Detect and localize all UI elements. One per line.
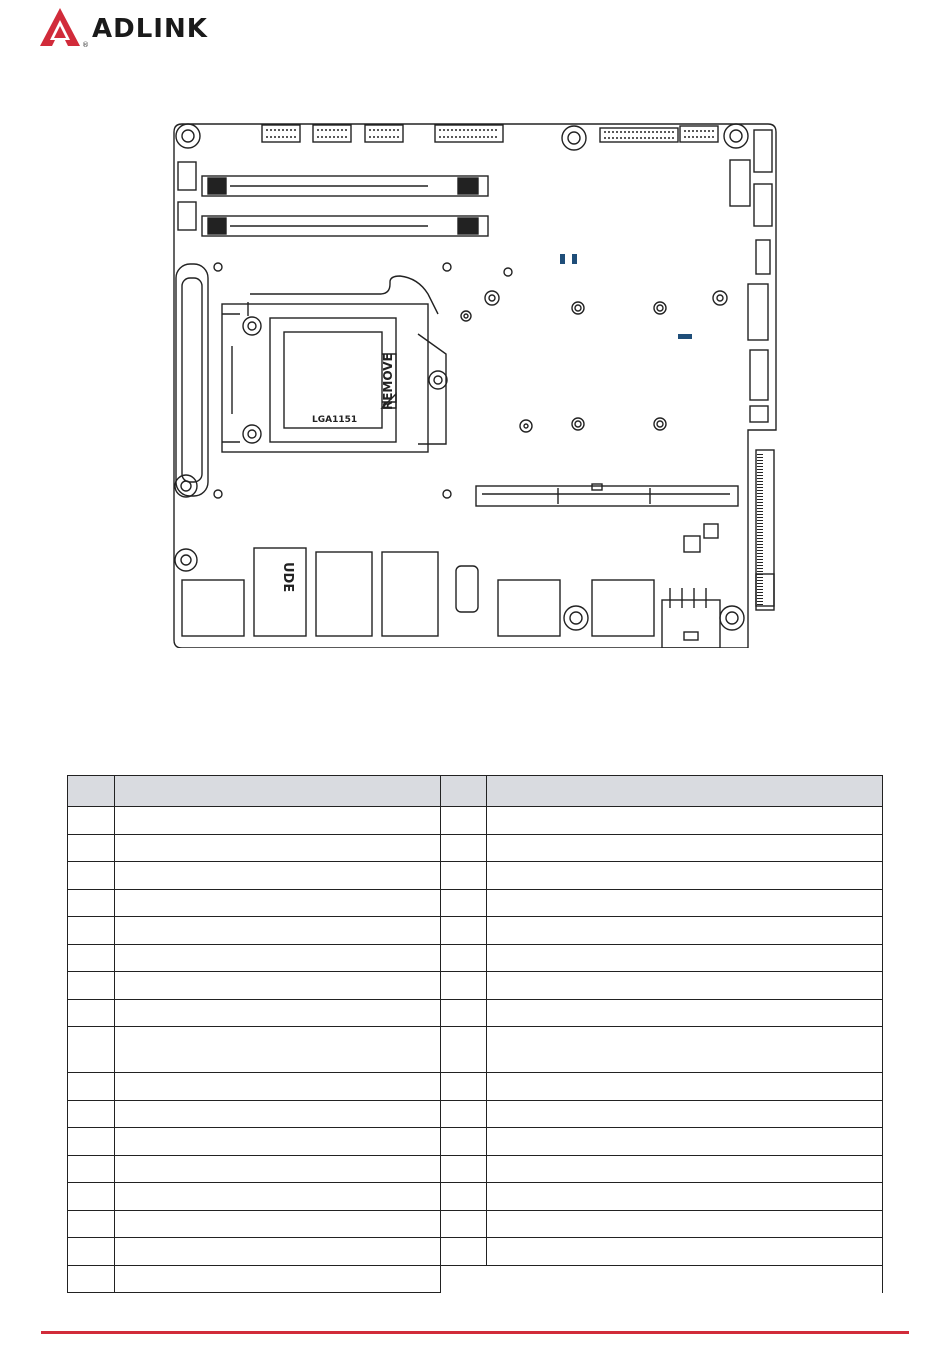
table-cell <box>441 1100 487 1128</box>
table-row <box>68 862 883 890</box>
column-header <box>441 776 487 807</box>
table-header-row <box>68 776 883 807</box>
column-header <box>487 776 883 807</box>
table-row <box>68 1210 883 1238</box>
table-cell <box>115 834 441 862</box>
table-row <box>68 889 883 917</box>
table-cell <box>115 972 441 1000</box>
table-cell <box>115 944 441 972</box>
table-cell <box>441 917 487 945</box>
table-cell <box>441 862 487 890</box>
table-row <box>68 1265 883 1293</box>
table-cell <box>115 1128 441 1156</box>
table-cell <box>441 1027 487 1073</box>
table-row <box>68 834 883 862</box>
svg-text:®: ® <box>82 41 89 49</box>
table-cell <box>68 807 115 835</box>
table-cell <box>441 972 487 1000</box>
cpu-socket <box>222 276 447 452</box>
table-cell <box>487 1238 883 1266</box>
mounting-holes <box>175 124 748 630</box>
connector-table <box>67 775 883 1293</box>
table-cell <box>441 1128 487 1156</box>
table-cell <box>68 1265 115 1293</box>
dimm-slots <box>202 176 488 236</box>
column-header <box>68 776 115 807</box>
table-cell <box>115 807 441 835</box>
table-row <box>68 1155 883 1183</box>
table-cell <box>487 999 883 1027</box>
table-cell <box>441 889 487 917</box>
table-row <box>68 807 883 835</box>
table-cell <box>487 1210 883 1238</box>
table-cell <box>487 862 883 890</box>
table-row <box>68 944 883 972</box>
table-cell <box>487 1128 883 1156</box>
table-row <box>68 1128 883 1156</box>
table-cell <box>441 1183 487 1211</box>
table-cell <box>115 889 441 917</box>
table-cell <box>68 972 115 1000</box>
motherboard-layout-diagram <box>170 118 780 648</box>
table-cell-empty <box>441 1265 883 1293</box>
table-cell <box>115 1238 441 1266</box>
table-row <box>68 1073 883 1101</box>
table-cell <box>115 1210 441 1238</box>
rear-io <box>182 548 720 648</box>
table-cell <box>487 1027 883 1073</box>
table-cell <box>115 1100 441 1128</box>
table-cell <box>487 944 883 972</box>
table-cell <box>487 889 883 917</box>
right-connectors <box>684 130 774 610</box>
table-cell <box>68 834 115 862</box>
footer-rule <box>41 1331 909 1334</box>
led-mark <box>560 254 565 264</box>
table-cell <box>68 999 115 1027</box>
table-cell <box>68 1183 115 1211</box>
table-cell <box>68 1238 115 1266</box>
standoffs <box>214 263 727 498</box>
table-cell <box>68 917 115 945</box>
table-cell <box>115 862 441 890</box>
table-cell <box>487 917 883 945</box>
table-cell <box>115 1155 441 1183</box>
table-cell <box>487 972 883 1000</box>
led-mark <box>678 334 692 339</box>
table-cell <box>68 1155 115 1183</box>
table-cell <box>441 999 487 1027</box>
socket-label: LGA1151 <box>312 415 358 425</box>
table-cell <box>115 1265 441 1293</box>
table-cell <box>487 807 883 835</box>
pcie-slot <box>476 484 738 506</box>
table-cell <box>115 1073 441 1101</box>
table-cell <box>487 1100 883 1128</box>
table-cell <box>441 1073 487 1101</box>
table-cell <box>68 1210 115 1238</box>
table-cell <box>68 889 115 917</box>
table-cell <box>68 1100 115 1128</box>
table-row <box>68 1100 883 1128</box>
table-row <box>68 917 883 945</box>
table-cell <box>441 807 487 835</box>
table-cell <box>68 1073 115 1101</box>
table-cell <box>115 999 441 1027</box>
table-cell <box>487 834 883 862</box>
usb-marking: UDE <box>280 562 295 593</box>
table-row <box>68 1027 883 1073</box>
table-row <box>68 999 883 1027</box>
adlink-logo <box>38 6 238 50</box>
board-outline <box>174 124 776 648</box>
top-headers <box>262 125 718 142</box>
table-cell <box>68 862 115 890</box>
table-cell <box>487 1183 883 1211</box>
table-cell <box>487 1073 883 1101</box>
table-cell <box>441 944 487 972</box>
column-header <box>115 776 441 807</box>
table-cell <box>441 834 487 862</box>
table-cell <box>487 1155 883 1183</box>
table-cell <box>115 1183 441 1211</box>
table-cell <box>441 1238 487 1266</box>
table-cell <box>115 917 441 945</box>
led-mark <box>572 254 577 264</box>
table-row <box>68 972 883 1000</box>
table-cell <box>68 1027 115 1073</box>
socket-marking: REMOVE <box>381 353 395 410</box>
table-cell <box>441 1155 487 1183</box>
table-row <box>68 1183 883 1211</box>
table-cell <box>441 1210 487 1238</box>
brand-name: ADLINK <box>92 14 208 44</box>
table-cell <box>68 1128 115 1156</box>
adlink-triangle-icon <box>38 6 90 50</box>
table-cell <box>115 1027 441 1073</box>
table-row <box>68 1238 883 1266</box>
table-cell <box>68 944 115 972</box>
